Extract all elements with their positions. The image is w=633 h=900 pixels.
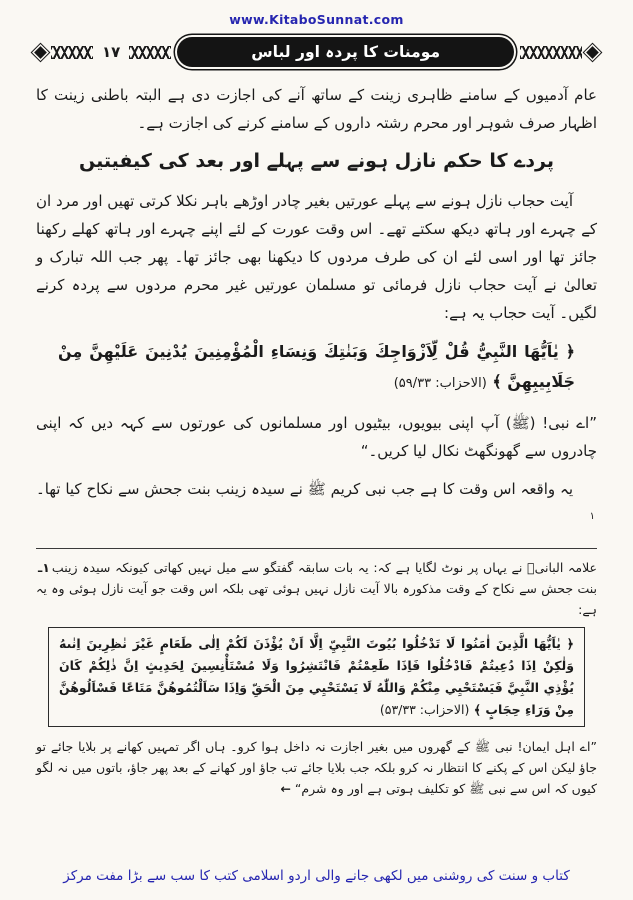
header-ornament-band bbox=[36, 37, 597, 67]
closing-paragraph bbox=[36, 475, 597, 534]
book-title-cartouche bbox=[177, 37, 514, 67]
footnote-translation-block bbox=[36, 736, 597, 799]
site-url: www.KitaboSunnat.com bbox=[229, 12, 404, 27]
ornament-chevrons-icon bbox=[129, 46, 171, 59]
footnote-translation: ”اے اہل ایمان! نبی ﷺ کے گھروں میں بغیر اجازت نہ داخل ہوا کرو۔ ہاں اگر تمہیں کھانے پر بلایا جائے تو جاؤ لیکن اس کے پکنے کا انتظار نہ کرو بلکہ جب بلایا جائے تب جاؤ اور کھانے کے بعد پھر جاؤ، باتوں میں نہ لگو کیوں کہ اس سے نبی ﷺ کو تکلیف ہوتی ہے اور وہ شرم“ bbox=[36, 739, 597, 796]
ornament-chevrons-icon bbox=[51, 46, 93, 59]
footnotes-section bbox=[36, 557, 597, 803]
footnote-verse-reference: (الاحزاب: ۵۳/۳۳) bbox=[379, 702, 470, 717]
footnote-ref: ۱ bbox=[589, 511, 595, 522]
footnote-verse-text: ﴿ يٰاَيُّهَا الَّذِينَ اٰمَنُوا لَا تَدْخُلُوا بُيُوتَ النَّبِيِّ اِلَّا اَنْ يُؤْذَنَ لَكُمْ اِلٰى طَعَامٍ غَيْرَ نٰظِرِينَ اِنٰىهُ وَلٰكِنْ اِذَا دُعِيتُمْ فَادْخُلُوا فَاِذَا طَعِمْتُمْ فَانْتَشِرُوا وَلَا مُسْتَأْنِسِينَ لِحَدِيثٍ اِنَّ ذٰلِكُمْ كَانَ يُؤْذِي النَّبِيَّ فَيَسْتَحْيِي مِنْكُمْ وَاللّٰهُ لَا يَسْتَحْيِي مِنَ الْحَقِّ وَاِذَا سَاَلْتُمُوهُنَّ مَتَاعًا فَسْاَلُوهُنَّ مِنْ وَرَاءِ حِجَابٍ ﴾ bbox=[59, 636, 574, 717]
ornament-diamond-icon bbox=[34, 46, 47, 59]
quran-verse-text: ﴿ يٰاَيُّهَا النَّبِيُّ قُلْ لِّاَزْوَاجِكَ وَبَنٰتِكَ وَنِسَاءِ الْمُؤْمِنِينَ يُدْنِينَ عَلَيْهِنَّ مِنْ جَلَابِيبِهِنَّ ﴾ bbox=[58, 342, 575, 391]
continuation-arrow-icon: ← bbox=[280, 781, 291, 796]
footer-tagline: کتاب و سنت کی روشنی میں لکھی جانے والی اردو اسلامی کتب کا سب سے بڑا مفت مرکز bbox=[63, 868, 570, 884]
footnote-verse-box bbox=[48, 627, 585, 727]
ornament-chevrons-icon bbox=[520, 46, 582, 59]
ornament-diamond-icon bbox=[586, 46, 599, 59]
page-number: ۱۷ bbox=[102, 43, 121, 61]
main-text-column bbox=[36, 81, 597, 544]
body-paragraph: آیت حجاب نازل ہونے سے پہلے عورتیں بغیر چادر اوڑھے باہر نکلا کرتی تھیں اور مرد ان کے چہرے اور ہاتھ دیکھ سکتے تھے۔ اس وقت عورت کے لئے اپنے چہرے اور ہاتھ کھلے رکھنا جائز تھا اور اسی لئے ان کی طرف مردوں کا دیکھنا بھی جائز تھا۔ پھر جب اللہ تبارک و تعالیٰ نے آیت حجاب نازل فرمائی تو مسلمان عورتیں غیر محرم مردوں سے پردہ کرنے لگیں۔ آیت حجاب یہ ہے: bbox=[36, 192, 597, 322]
closing-text: یہ واقعہ اس وقت کا ہے جب نبی کریم ﷺ نے سیدہ زینب بنت جحش سے نکاح کیا تھا۔ bbox=[36, 480, 573, 498]
book-title: مومنات کا پردہ اور لباس bbox=[251, 43, 441, 61]
footnote-text-block bbox=[36, 557, 597, 620]
footnote-marker: ۱ـ bbox=[38, 560, 50, 575]
footnote-separator bbox=[36, 548, 597, 549]
intro-paragraph: عام آدمیوں کے سامنے ظاہری زینت کے ساتھ آنے کی اجازت دی ہے البتہ باطنی زینت کا اظہار صرف شوہر اور محرم رشتہ داروں کے سامنے کرنے کی اجازت ہے۔ bbox=[36, 86, 597, 132]
verse-translation: ”اے نبی! (ﷺ) آپ اپنی بیویوں، بیٹیوں اور مسلمانوں کی عورتوں سے کہہ دیں کہ اپنی چادروں سے گھونگھٹ نکال لیا کریں۔“ bbox=[36, 414, 597, 460]
footnote-text: علامہ البانیؒ نے یہاں پر نوٹ لگایا ہے کہ: یہ بات سابقہ گفتگو سے میل نہیں کھاتی کیونکہ سیدہ زینب بنت جحش سے نکاح کے وقت مذکورہ بالا آیت نازل نہیں ہوئی تھی بلکہ اس وقت جو آیت نازل ہوئی وہ یہ ہے: bbox=[36, 560, 597, 617]
quran-verse-block bbox=[58, 337, 575, 399]
verse-reference: (الاحزاب: ۵۹/۳۳) bbox=[393, 376, 487, 391]
section-heading: پردے کا حکم نازل ہونے سے پہلے اور بعد کی کیفیتیں bbox=[79, 150, 554, 172]
